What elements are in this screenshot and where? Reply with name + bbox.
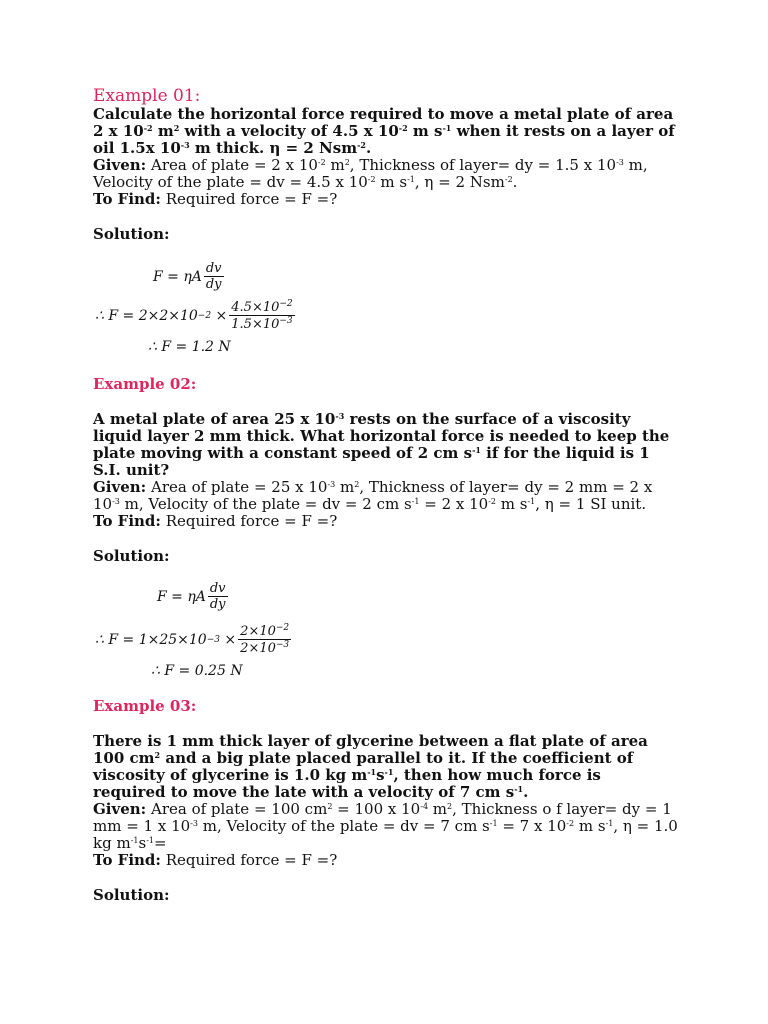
example-03-question: There is 1 mm thick layer of glycerine between a flat plate of area 100 $cm^2$ and a big plate placed parallel to it. If the coefficient of viscosity of glycerine is 1.0 kg $m^{-1}s^{-1}$, then how much force is required to move the late with a velocity of 7 cm $s^{-1}$. — [93, 732, 648, 801]
example-01-title: Example 01: — [93, 86, 201, 106]
eq-formula: F = ηA $\frac{dv}{dy}$ — [153, 261, 222, 292]
example-02-solution-label: Solution: — [93, 547, 170, 565]
example-03-given: Given: Area of plate = 100 $cm^2 = 100$ x $10^{-4}$ $m^2$, Thickness o f layer= dy = 1 mm = 1 x $10^{-3}$ m, Velocity of the plate = dv = 7 cm $s^{-1} = 7$ x $10^{-2}$ m $s^{-1}$, η = 1.0 kg $m^{-1}s^{-1}=$ — [93, 800, 678, 852]
eq-result: ∴ F = 1.2 N — [148, 339, 231, 355]
example-02-given: Given: Area of plate = 25 x $10^{-3}$ $m^2$, Thickness of layer= dy = 2 mm = 2 x $10^{-3}$ m, Velocity of the plate = dv = 2 cm $s^{-1} = 2$ x $10^{-2}$ m $s^{-1}$, η = 1 SI unit. — [93, 478, 653, 513]
example-01-solution-label: Solution: — [93, 225, 170, 243]
example-02-equations — [93, 577, 678, 681]
eq-substitution: ∴ F = 2×2×10 −2 × $\frac{4.5\times 10^{-2}}{1.5\times 10^{-3}}$ — [95, 299, 293, 332]
example-03-solution-label: Solution: — [93, 886, 170, 904]
example-02-question: A metal plate of area 25 x $10^{-3}$ rests on the surface of a viscosity liquid layer 2 mm thick. What horizontal force is needed to keep the plate moving with a constant speed of 2 cm $s^{-1}$ if for the liquid is 1 S.I. unit? — [93, 410, 670, 479]
example-03-to-find: To Find: Required force = F =? — [93, 851, 338, 869]
document-page — [93, 86, 678, 904]
eq-substitution: ∴ F = 1×25×10 −3 × $\frac{2\times 10^{-2}}{2\times 10^{-3}}$ — [95, 623, 290, 656]
example-01-given: Given: Area of plate = 2 x $10^{-2}$ $m^2$, Thickness of layer= dy = 1.5 x $10^{-3}$ m, Velocity of the plate = dv = 4.5 x $10^{-2}$ m $s^{-1}$, η = 2 Nsm$^{-2}$. — [93, 156, 648, 191]
example-02-title: Example 02: — [93, 375, 197, 393]
example-01-question: Calculate the horizontal force required to move a metal plate of area 2 x $10^{-2}$ $m^2$ with a velocity of 4.5 x $10^{-2}$ m $s^{-1}$ when it rests on a layer of oil 1.5x $10^{-3}$ m thick. η = 2 Nsm$^{-2}$. — [93, 105, 675, 157]
example-02-to-find: To Find: Required force = F =? — [93, 512, 338, 530]
eq-result: ∴ F = 0.25 N — [151, 663, 243, 679]
example-01-to-find: To Find: Required force = F =? — [93, 190, 338, 208]
eq-formula: F = ηA $\frac{dv}{dy}$ — [157, 581, 226, 612]
example-01-equations — [93, 255, 678, 359]
example-03-title: Example 03: — [93, 697, 197, 715]
